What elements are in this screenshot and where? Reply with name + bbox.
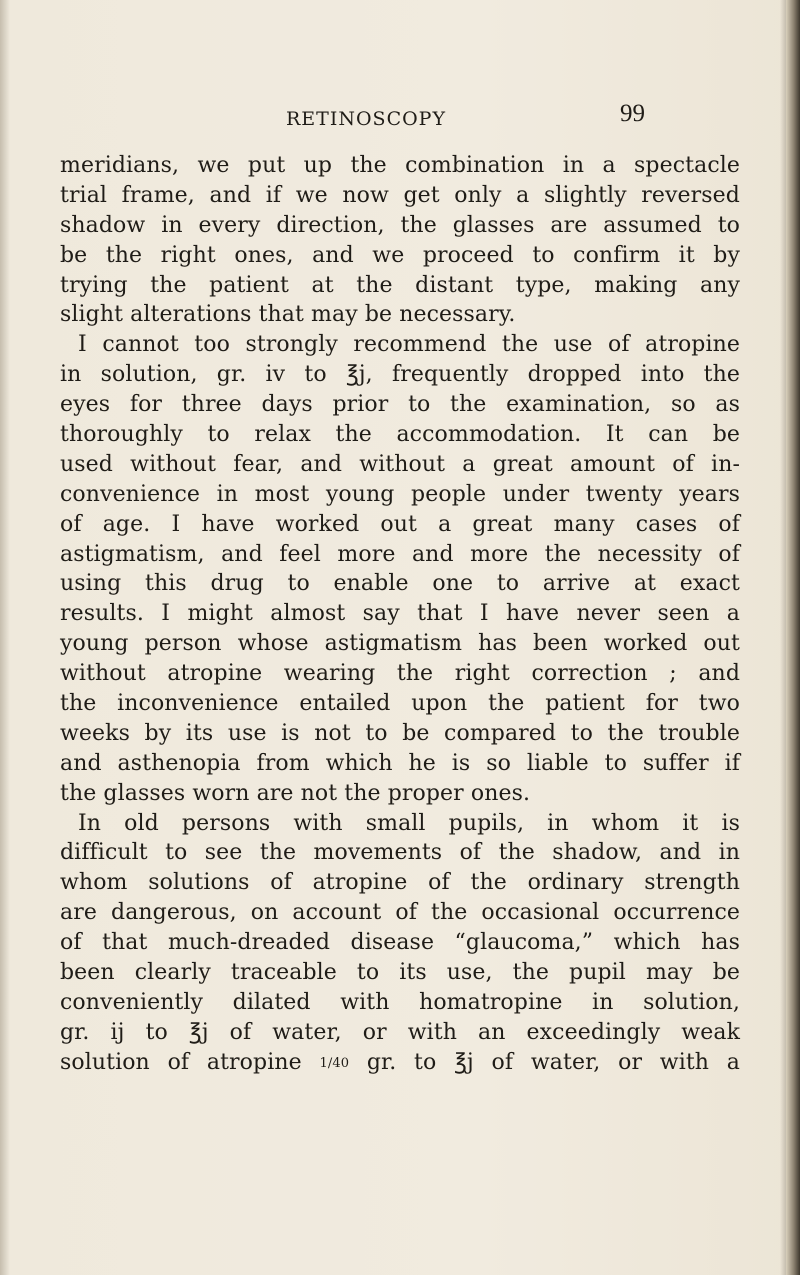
page-edge [786, 0, 800, 1275]
text-line: the inconvenience entailed upon the patient for two [60, 691, 740, 717]
text-line: astigmatism, and feel more and more the necessity of [60, 541, 740, 567]
text-line: of that much-dreaded disease “glaucoma,” which has [60, 930, 740, 956]
text-line: In old persons with small pupils, in whom it is [78, 810, 740, 836]
text-fragment: solution of atropine [60, 1049, 302, 1075]
text-line: weeks by its use is not to be compared to the trouble [60, 720, 740, 746]
text-line: in solution, gr. iv to ℥j, frequently dropped into the [60, 362, 740, 388]
text-line: and asthenopia from which he is so liable to suffer if [60, 750, 740, 776]
text-line: I cannot too strongly recommend the use of atropine [78, 332, 740, 358]
text-line: trial frame, and if we now get only a slightly reversed [60, 182, 740, 208]
text-line: been clearly traceable to its use, the pupil may be [60, 960, 740, 986]
text-line: trying the patient at the distant type, making any [60, 272, 740, 298]
text-line: gr. ij to ℥j of water, or with an exceedingly weak [60, 1019, 740, 1045]
text-fragment: gr. to ℥j of water, or with a [366, 1049, 741, 1075]
text-line: thoroughly to relax the accommodation. It can be [60, 422, 740, 448]
page-header [60, 100, 760, 140]
page-gutter-shadow [0, 0, 10, 1275]
text-line: conveniently dilated with homatropine in solution, [60, 989, 740, 1015]
text-line: are dangerous, on account of the occasional occurrence [60, 900, 740, 926]
running-head: RETINOSCOPY [286, 108, 447, 130]
text-line: meridians, we put up the combination in a spectacle [60, 153, 740, 178]
text-line: without atropine wearing the right correction ; and [60, 661, 740, 687]
text-line-final [60, 1048, 740, 1078]
text-line: slight alterations that may be necessary. [60, 302, 516, 328]
text-line: difficult to see the movements of the shadow, and in [60, 840, 740, 866]
page-number: 99 [620, 100, 645, 127]
text-line: eyes for three days prior to the examination, so as [60, 392, 740, 418]
text-line: using this drug to enable one to arrive at exact [60, 571, 740, 597]
text-line: whom solutions of atropine of the ordinary strength [60, 870, 740, 896]
text-line: young person whose astigmatism has been worked out [60, 631, 740, 657]
text-line: used without fear, and without a great amount of in- [60, 451, 740, 477]
fraction: 1/40 [319, 1055, 350, 1071]
text-line: the glasses worn are not the proper ones. [60, 780, 531, 806]
text-line: shadow in every direction, the glasses are assumed to [60, 212, 740, 238]
text-line: of age. I have worked out a great many cases of [60, 511, 740, 537]
body-text [60, 151, 740, 1078]
text-line: convenience in most young people under twenty years [60, 481, 740, 507]
text-line: results. I might almost say that I have never seen a [60, 601, 740, 627]
text-line: be the right ones, and we proceed to confirm it by [60, 242, 740, 268]
